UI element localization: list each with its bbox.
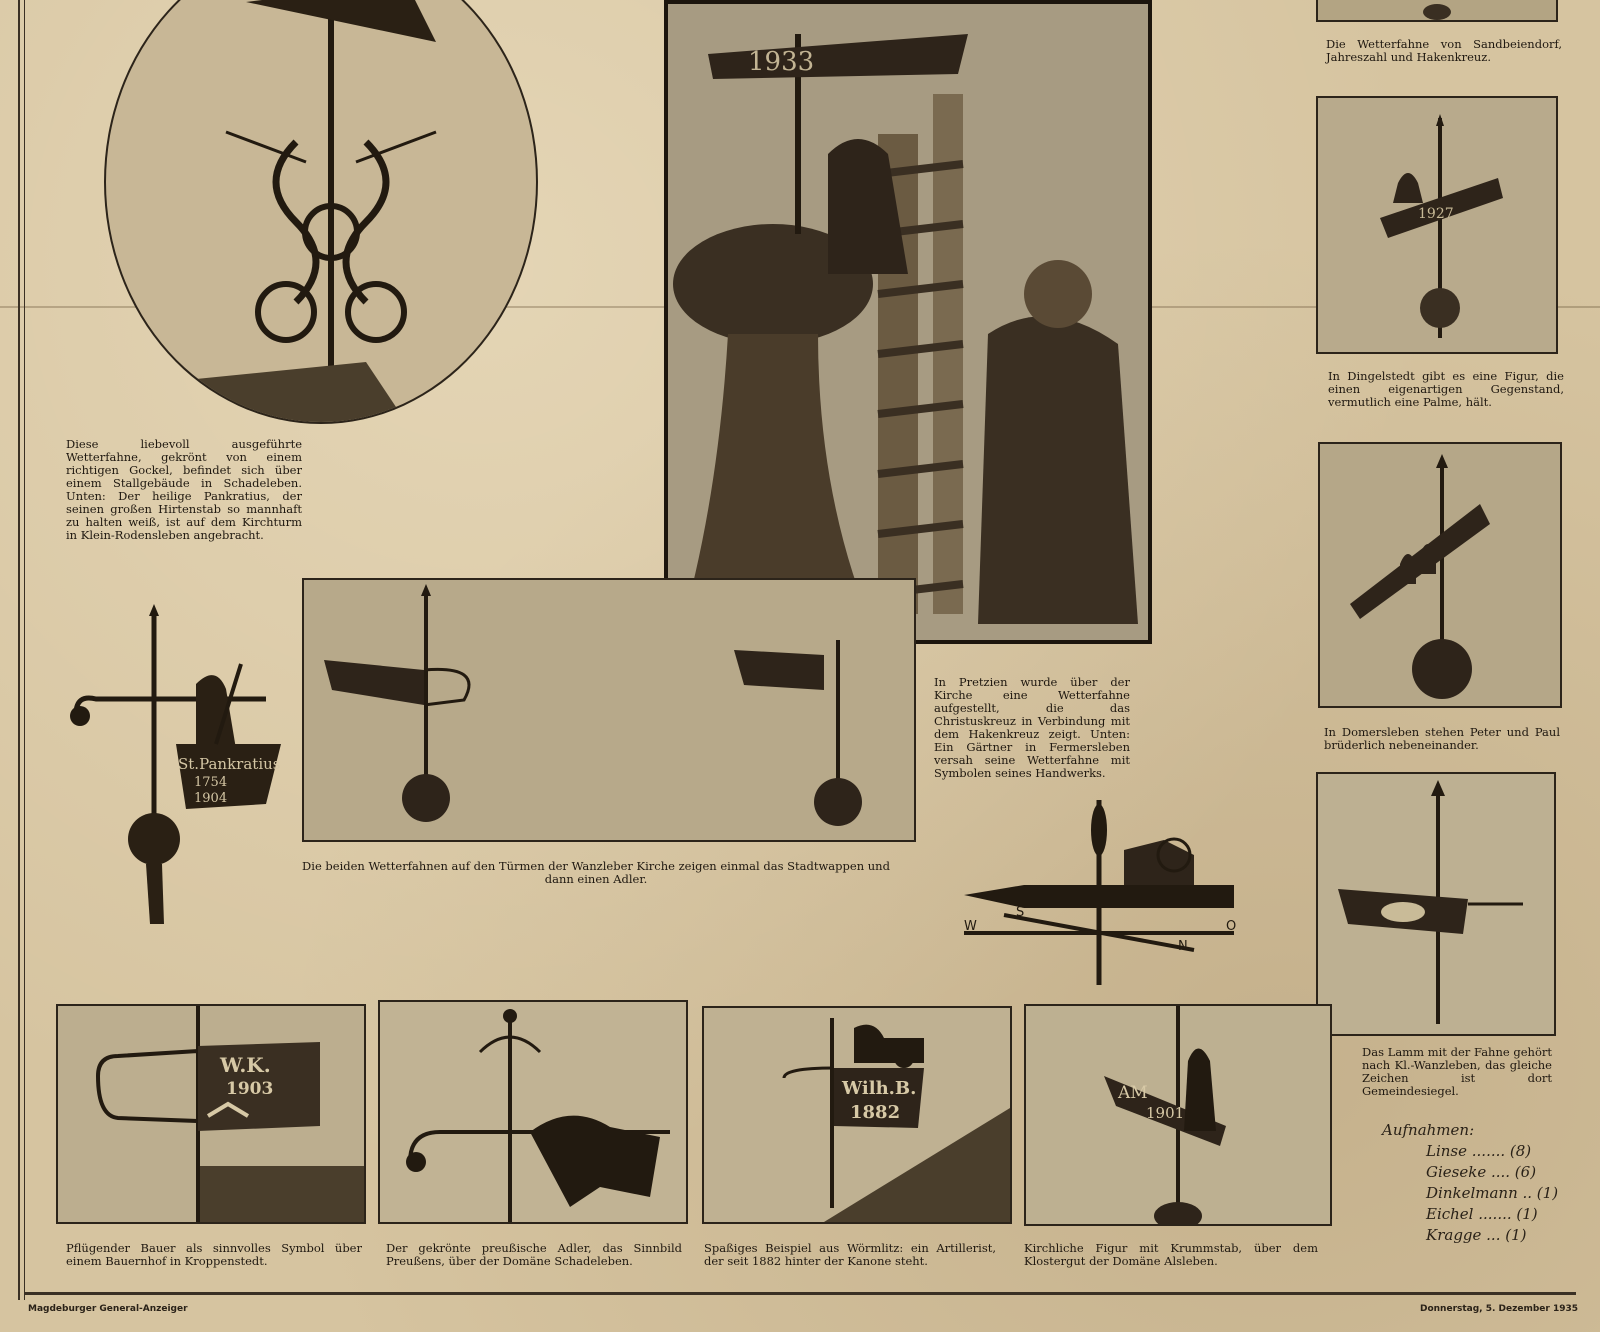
- caption-sandbeiendorf: Die Wetterfahne von Sandbeiendorf, Jahreszahl und Hakenkreuz.: [1326, 37, 1562, 64]
- kroppenstedt-vane-photo: [58, 1006, 364, 1222]
- caption-domersleben: In Domersleben stehen Peter und Paul brüderlich nebeneinander.: [1324, 725, 1560, 752]
- pankratius-years: 1754: [194, 775, 228, 790]
- compass-s: S: [1016, 905, 1025, 920]
- caption-wanzleben: Die beiden Wetterfahnen auf den Türmen der Wanzleber Kirche zeigen einmal das Stadtwappen und dann einen Adler.: [302, 859, 890, 886]
- dingelstedt-year: 1927: [1418, 206, 1454, 222]
- klwanzleben-vane-photo: [1318, 774, 1554, 1034]
- photo-adler: [378, 1000, 688, 1224]
- adler-vane-photo: [380, 1002, 686, 1222]
- photo-kroppenstedt: [56, 1004, 366, 1224]
- pretzien-year-text: 1933: [748, 47, 815, 77]
- domersleben-vane-photo: [1320, 444, 1560, 706]
- caption-kroppenstedt: Pflügender Bauer als sinnvolles Symbol über einem Bauernhof in Kroppenstedt.: [66, 1241, 362, 1268]
- photo-klwanzleben: [1316, 772, 1556, 1036]
- caption-woermlitz: Spaßiges Beispiel aus Wörmlitz: ein Artillerist, der seit 1882 hinter der Kanone steht.: [704, 1241, 996, 1268]
- compass-n: N: [1178, 939, 1188, 954]
- photo-woermlitz: [702, 1006, 1012, 1224]
- pankratius-years-2: 1904: [194, 791, 228, 806]
- kroppenstedt-initials: W.K.: [220, 1053, 271, 1077]
- photo-credits: [1382, 1120, 1559, 1246]
- wanzleben-vanes-photo: [304, 580, 914, 840]
- woermlitz-name: Wilh.B.: [842, 1078, 917, 1099]
- woermlitz-vane-photo: [704, 1008, 1010, 1222]
- credits-row: Linse ....... (8): [1426, 1142, 1532, 1160]
- alsleben-year: 1901: [1146, 1104, 1185, 1122]
- pankratius-name: St.Pankratius: [178, 755, 281, 773]
- alsleben-vane-photo: [1026, 1006, 1330, 1224]
- pankratius-vane-illustration: [66, 604, 286, 940]
- sandbeiendorf-photo-bottom: [1318, 0, 1556, 20]
- photo-pretzien: [664, 0, 1152, 644]
- caption-gockel: Diese liebevoll ausgeführte Wetterfahne, gekrönt von einem richtigen Gockel, befindet sich über einem Stallgebäude in Schadeleben. Unten: Der heilige Pankratius, der seinen großen Hirtenstab so mannhaft zu halten weiß, ist auf dem Kirchturm in Klein-Rodensleben angebracht.: [66, 437, 302, 542]
- caption-dingelstedt: In Dingelstedt gibt es eine Figur, die einen eigenartigen Gegenstand, vermutlich eine Palme, hält.: [1328, 369, 1564, 409]
- photo-wanzleben: [302, 578, 916, 842]
- pankratius-vane: [66, 604, 286, 940]
- kroppenstedt-year: 1903: [226, 1079, 274, 1099]
- footer-date: Donnerstag, 5. Dezember 1935: [1420, 1304, 1579, 1314]
- caption-alsleben: Kirchliche Figur mit Krummstab, über dem Klostergut der Domäne Alsleben.: [1024, 1241, 1318, 1268]
- photo-dingelstedt: [1316, 96, 1558, 354]
- alsleben-initials: AM: [1118, 1083, 1148, 1103]
- photo-domersleben: [1318, 442, 1562, 708]
- credits-heading: Aufnahmen:: [1382, 1121, 1475, 1139]
- pretzien-tower-photo: [668, 4, 1148, 640]
- credits-row: Kragge ... (1): [1426, 1226, 1527, 1244]
- photo-sandbeiendorf: [1316, 0, 1558, 22]
- bottom-rule: [24, 1292, 1576, 1295]
- fermersleben-vane: [964, 790, 1244, 990]
- fermersleben-vane-illustration: [964, 790, 1244, 990]
- caption-pretzien: In Pretzien wurde über der Kirche eine Wetterfahne aufgestellt, die das Christuskreuz in Verbindung mit dem Hakenkreuz zeigt. Unten: Ein Gärtner in Fermersleben versah seine Wetterfahne mit Symbolen seines Handwerks.: [934, 675, 1130, 780]
- credits-row: Gieseke .... (6): [1426, 1163, 1537, 1181]
- footer-publication: Magdeburger General-Anzeiger: [28, 1304, 188, 1314]
- credits-row: Dinkelmann .. (1): [1426, 1184, 1559, 1202]
- dingelstedt-vane-photo: [1318, 98, 1556, 352]
- compass-w: W: [964, 919, 977, 934]
- photo-alsleben: [1024, 1004, 1332, 1226]
- caption-adler: Der gekrönte preußische Adler, das Sinnbild Preußens, über der Domäne Schadeleben.: [386, 1241, 682, 1268]
- compass-o: O: [1226, 919, 1237, 934]
- margin-rule-left-inner: [24, 0, 25, 1300]
- caption-klwanzleben: Das Lamm mit der Fahne gehört nach Kl.-Wanzleben, das gleiche Zeichen ist dort Gemeindesiegel.: [1362, 1045, 1552, 1098]
- margin-rule-left: [18, 0, 20, 1300]
- credits-row: Eichel ....... (1): [1426, 1205, 1538, 1223]
- woermlitz-year: 1882: [850, 1102, 901, 1123]
